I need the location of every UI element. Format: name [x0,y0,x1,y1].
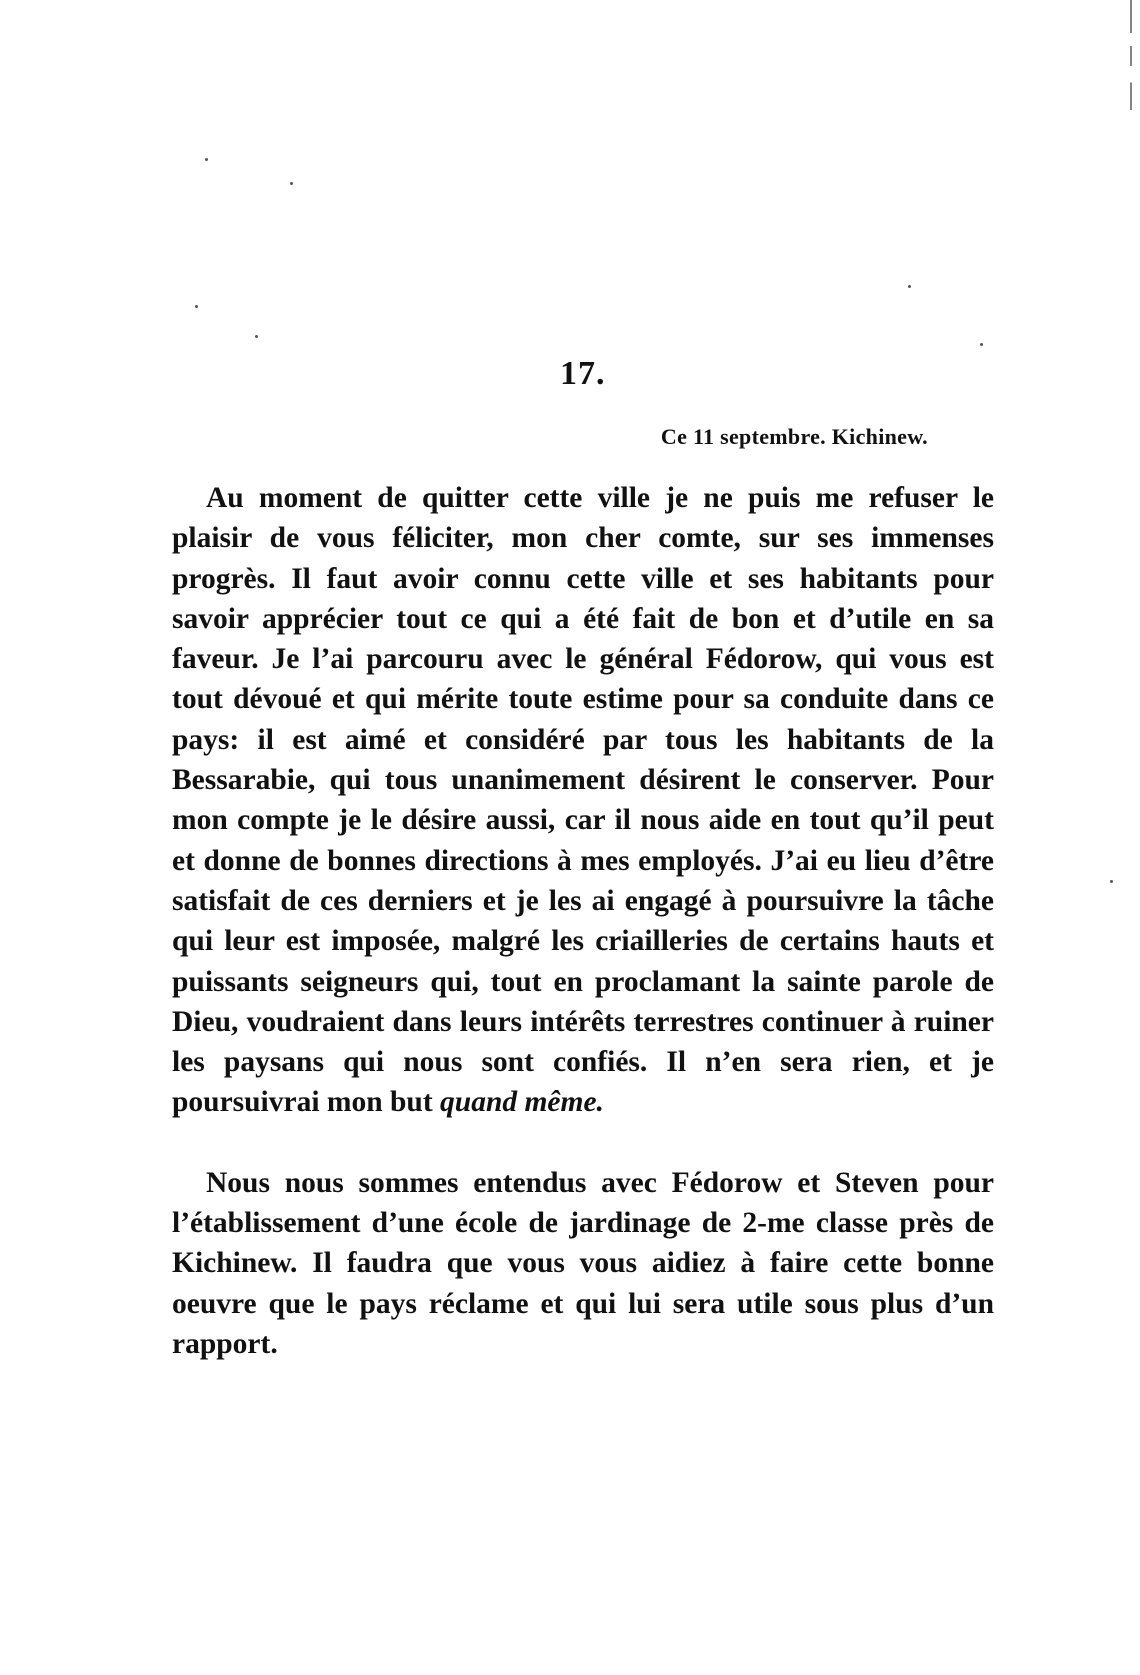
emphasis-quand-meme: quand même. [440,1086,604,1119]
letter-number: 17. [560,355,606,392]
scan-speck [205,158,208,161]
letter-paragraph-2: Nous nous sommes entendus avec Fédorow et Steven pour l’établissement d’une école de jardinage de 2-me classe près de Kichinew. Il faudra que vous vous aidiez à faire cette bonne oeuvre que le pays réclame et qui lui sera utile sous plus d’un rapport. [172,1166,994,1360]
scan-speck [255,335,258,338]
scan-edge-mark [1130,0,1132,110]
scan-speck [908,285,911,288]
scan-speck [1110,880,1113,883]
letter-body [172,478,994,1364]
letter-paragraph-1 [172,478,994,1123]
paragraph-1-text: Au moment de quitter cette ville je ne puis me refuser le plaisir de vous féliciter, mon cher comte, sur ses immenses progrès. Il faut avoir connu cette ville et ses habitants pour savoir apprécier tout ce qui a été fait de bon et d’utile en sa faveur. Je l’ai parcouru avec le général Fédorow, qui vous est tout dévoué et qui mérite toute estime pour sa conduite dans ce pays: il est aimé et considéré par tous les habitants de la Bessarabie, qui tous unanimement désirent le conserver. Pour mon compte je le désire aussi, car il nous aide en tout qu’il peut et donne de bonnes directions à mes employés. J’ai eu lieu d’être satisfait de ces derniers et je les ai engagé à poursuivre la tâche qui leur est imposée, malgré les criailleries de certains hauts et puissants seigneurs qui, tout en proclamant la sainte parole de Dieu, voudraient dans leurs intérêts terrestres continuer à ruiner les paysans qui nous sont confiés. Il n’en sera rien, et je poursuivrai mon but [172,482,994,1119]
letter-dateline: Ce 11 septembre. Kichinew. [660,424,928,449]
scan-speck [290,182,293,185]
scan-speck [195,305,198,308]
scan-speck [980,343,983,346]
